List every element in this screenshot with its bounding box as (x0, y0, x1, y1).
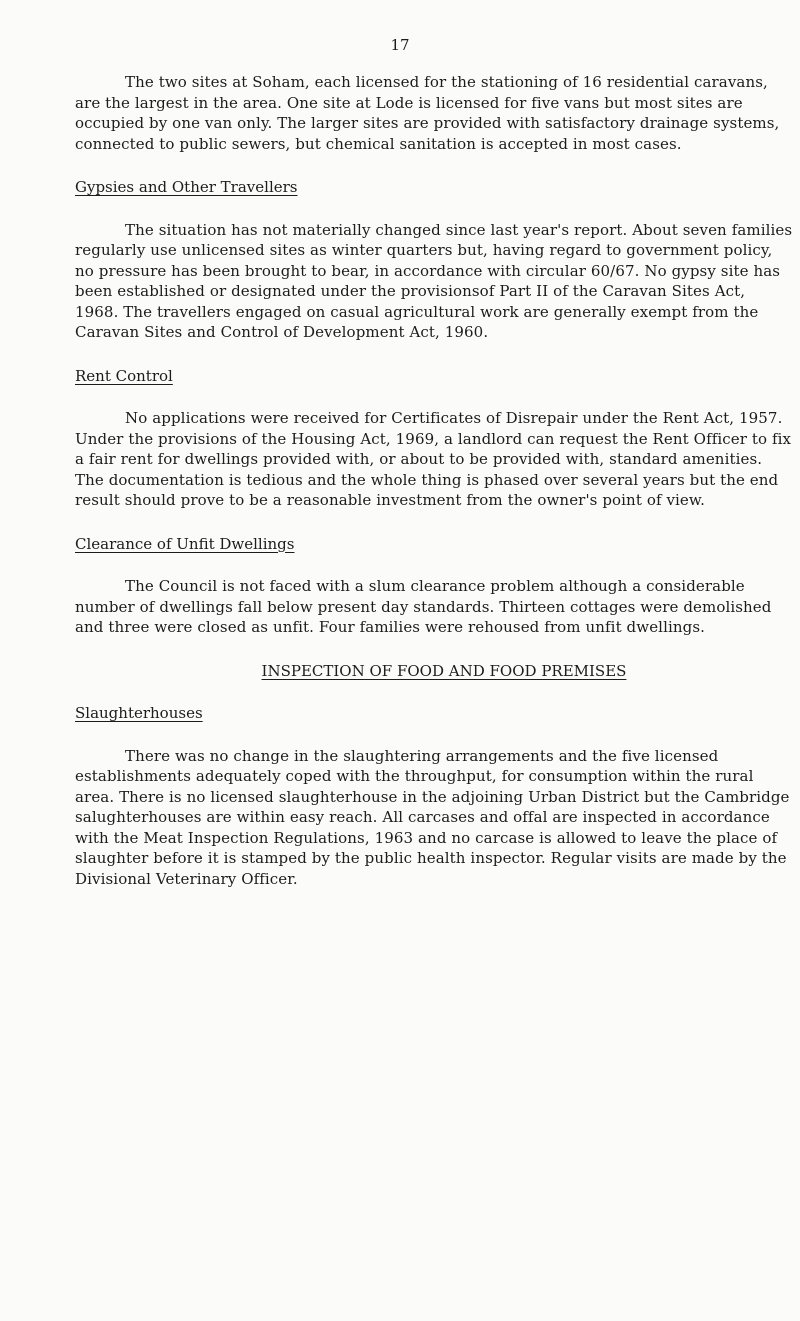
paragraph-gypsies: The situation has not materially changed since last year's report. About seven families regularly use unlicensed sites as winter quarters but, having regard to government policy, no pressure has been brought to bear, in accordance with circular 60/67. No gypsy site has been established or designated under the provisionsof Part II of the Caravan Sites Act, 1968. The travellers engaged on casual agricultural work are generally exempt from the Caravan Sites and Control of Development Act, 1960. (75, 220, 793, 341)
intro-paragraph: The two sites at Soham, each licensed for the stationing of 16 residential caravans, are the largest in the area. One site at Lode is licensed for five vans but most sites are occupied by one van only. The larger sites are provided with satisfactory drainage systems, connected to public sewers, but chemical sanitation is accepted in most cases. (75, 73, 780, 153)
page-number: 17 (390, 36, 410, 54)
page-content (75, 72, 793, 889)
heading-rent-control: Rent Control (75, 366, 173, 385)
paragraph-slaughterhouses: There was no change in the slaughtering arrangements and the five licensed establishments adequately coped with the throughput, for consumption within the rural area. There is no licensed slaughterhouse in the adjoining Urban District but the Cambridge salughterhouses are within easy reach. All carcases and offal are inspected in accordance with the Meat Inspection Regulations, 1963 and no carcase is allowed to leave the place of slaughter before it is stamped by the public health inspector. Regular visits are made by the Divisional Veterinary Officer. (75, 746, 790, 888)
paragraph-clearance: The Council is not faced with a slum clearance problem although a considerable number of dwellings fall below present day standards. Thirteen cottages were demolished and three were closed as unfit. Four families were rehoused from unfit dwellings. (75, 577, 772, 636)
main-section-heading: INSPECTION OF FOOD AND FOOD PREMISES (261, 661, 627, 680)
paragraph-rent-control: No applications were received for Certificates of Disrepair under the Rent Act, 1957. Under the provisions of the Housing Act, 1969, a landlord can request the Rent Officer to fix a fair rent for dwellings provided with, or about to be provided with, standard amenities. The documentation is tedious and the whole thing is phased over several years but the end result should prove to be a reasonable investment from the owner's point of view. (75, 409, 792, 509)
heading-gypsies: Gypsies and Other Travellers (75, 178, 298, 196)
heading-clearance: Clearance of Unfit Dwellings (75, 534, 295, 553)
heading-slaughterhouses: Slaughterhouses (75, 704, 203, 722)
